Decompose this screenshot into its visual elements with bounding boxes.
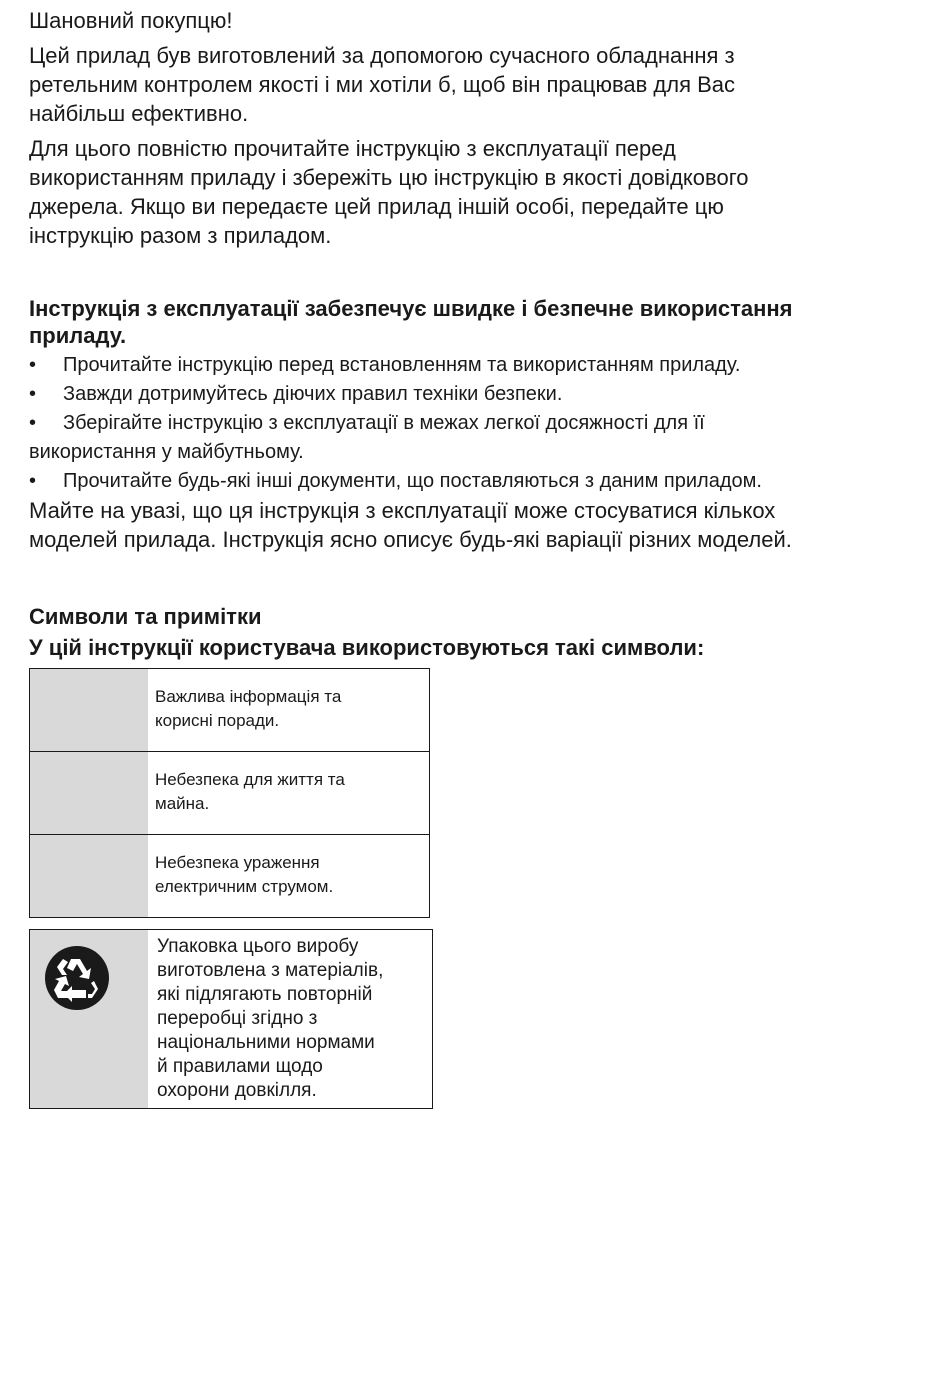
models-note bbox=[29, 496, 929, 554]
text-line: корисні поради. bbox=[155, 711, 280, 730]
manual-page bbox=[29, 0, 929, 1109]
bullet-marker: • bbox=[29, 412, 37, 434]
text-line: які підлягають повторній bbox=[157, 984, 373, 1005]
list-item bbox=[29, 409, 929, 467]
text-line: Упаковка цього виробу bbox=[157, 936, 359, 957]
text-line: моделей прилада. Інструкція ясно описує будь-які варіації різних моделей. bbox=[29, 527, 792, 552]
list-item bbox=[29, 380, 929, 409]
table-row bbox=[30, 669, 429, 752]
list-item bbox=[29, 351, 929, 380]
greeting: Шановний покупцю! bbox=[29, 8, 233, 33]
symbol-description bbox=[148, 669, 341, 751]
instructions-bullet-list bbox=[29, 351, 929, 496]
text-line: й правилами щодо bbox=[157, 1056, 323, 1077]
text-line: Важлива інформація та bbox=[155, 687, 342, 706]
text-line: Майте на увазі, що ця інструкція з експлуатації може стосуватися кількох bbox=[29, 498, 776, 523]
text-line: Цей прилад був виготовлений за допомогою сучасного обладнання з bbox=[29, 43, 735, 68]
text-line: електричним струмом. bbox=[155, 877, 334, 896]
symbol-cell bbox=[30, 752, 148, 834]
intro-paragraph-1 bbox=[29, 41, 929, 128]
recycling-description bbox=[148, 930, 383, 1108]
text-line: Для цього повністю прочитайте інструкцію з експлуатації перед bbox=[29, 136, 676, 161]
symbols-table bbox=[29, 668, 430, 918]
table-row bbox=[30, 835, 429, 917]
text-line: переробці згідно з bbox=[157, 1008, 318, 1029]
text-line: найбільш ефективно. bbox=[29, 101, 249, 126]
text-line: Небезпека ураження bbox=[155, 853, 320, 872]
list-item-text: Зберігайте інструкцію з експлуатації в межах легкої досяжності для її bbox=[63, 412, 705, 434]
recycle-icon bbox=[44, 945, 110, 1011]
symbol-description bbox=[148, 752, 345, 834]
list-item-text: Прочитайте будь-які інші документи, що поставляються з даним приладом. bbox=[63, 470, 762, 492]
text-line: майна. bbox=[155, 794, 210, 813]
symbols-subheading: У цій інструкції користувача використовуються такі символи: bbox=[29, 635, 705, 660]
table-row bbox=[30, 752, 429, 835]
symbol-cell bbox=[30, 930, 148, 1108]
symbol-cell bbox=[30, 669, 148, 751]
list-item-text: Прочитайте інструкцію перед встановленням та використанням приладу. bbox=[63, 354, 741, 376]
text-line: національними нормами bbox=[157, 1032, 375, 1053]
text-line: ретельним контролем якості і ми хотіли б, щоб він працював для Вас bbox=[29, 72, 736, 97]
text-line: Небезпека для життя та bbox=[155, 770, 345, 789]
symbols-heading: Символи та примітки bbox=[29, 604, 262, 629]
heading-line: приладу. bbox=[29, 323, 127, 348]
recycling-note-box bbox=[29, 929, 433, 1109]
heading-line: Інструкція з експлуатації забезпечує швидке і безпечне використання bbox=[29, 296, 793, 321]
bullet-marker: • bbox=[29, 470, 37, 492]
list-item-continuation: використання у майбутньому. bbox=[29, 441, 304, 463]
symbol-cell bbox=[30, 835, 148, 917]
bullet-marker: • bbox=[29, 383, 37, 405]
text-line: охорони довкілля. bbox=[157, 1080, 317, 1101]
text-line: виготовлена з матеріалів, bbox=[157, 960, 384, 981]
text-line: використанням приладу і збережіть цю інструкцію в якості довідкового bbox=[29, 165, 749, 190]
list-item-text: Завжди дотримуйтесь діючих правил техніки безпеки. bbox=[63, 383, 563, 405]
list-item bbox=[29, 467, 929, 496]
symbol-description bbox=[148, 835, 333, 917]
intro-paragraph-2 bbox=[29, 134, 929, 250]
text-line: джерела. Якщо ви передаєте цей прилад іншій особі, передайте цю bbox=[29, 194, 724, 219]
instructions-heading bbox=[29, 295, 929, 349]
text-line: інструкцію разом з приладом. bbox=[29, 223, 332, 248]
bullet-marker: • bbox=[29, 354, 37, 376]
